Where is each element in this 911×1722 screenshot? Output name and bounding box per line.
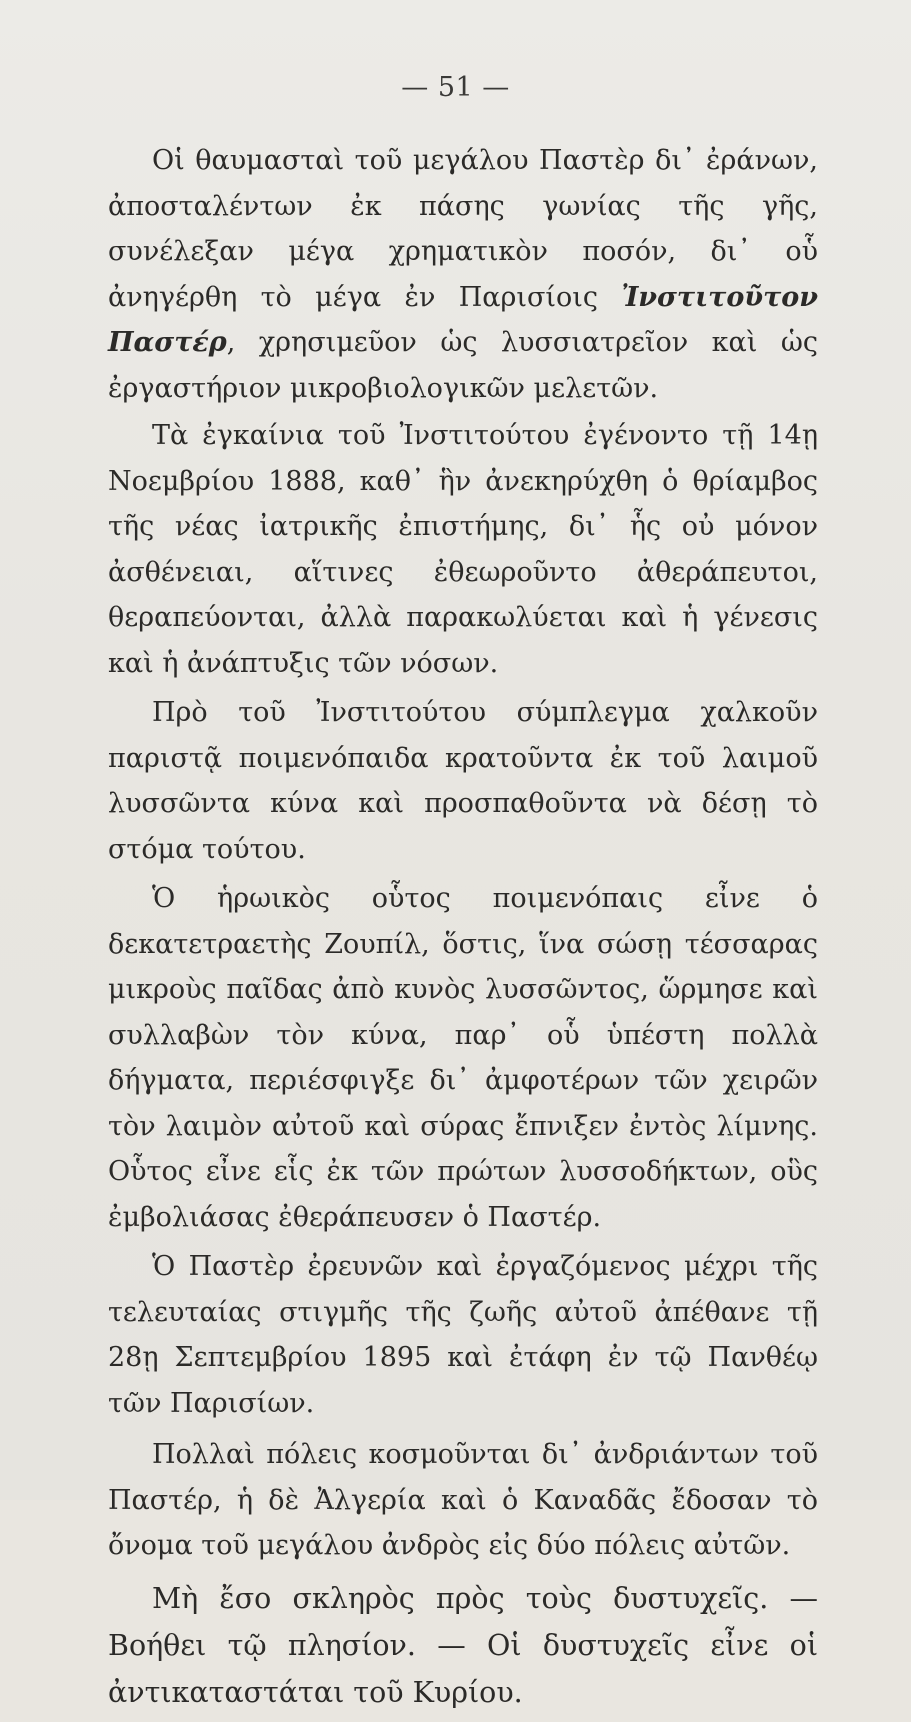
paragraph-text: Οἱ θαυμασταὶ τοῦ μεγάλου Παστὲρ δι᾿ ἐράνων, ἀποσταλέντων ἐκ πάσης γωνίας τῆς γῆς, συνέλεξαν μέγα χρηματικὸν ποσόν, δι᾿ οὗ ἀνηγέρθη τὸ μέγα ἐν Παρισίοις: [108, 145, 818, 313]
paragraph-inauguration: Τὰ ἐγκαίνια τοῦ Ἰνστιτούτου ἐγένοντο τῇ 14ῃ Νοεμβρίου 1888, καθ᾿ ἣν ἀνεκηρύχθη ὁ θρίαμβος τῆς νέας ἰατρικῆς ἐπιστήμης, δι᾿ ἧς οὐ μόνον ἀσθένειαι, αἵτινες ἐθεωροῦντο ἀθεράπευτοι, θεραπεύονται, ἀλλὰ παρακωλύεται καὶ ἡ γένεσις καὶ ἡ ἀνάπτυξις τῶν νόσων.: [108, 420, 818, 679]
paragraph-statues-cities: Πολλαὶ πόλεις κοσμοῦνται δι᾿ ἀνδριάντων τοῦ Παστέρ, ἡ δὲ Ἀλγερία καὶ ὁ Καναδᾶς ἔδοσαν τὸ ὄνομα τοῦ μεγάλου ἀνδρὸς εἰς δύο πόλεις αὐτῶν.: [108, 1439, 818, 1561]
paragraph-moral-maxim: Μὴ ἔσο σκληρὸς πρὸς τοὺς δυστυχεῖς. — Βοήθει τῷ πλησίον. — Οἱ δυστυχεῖς εἶνε οἱ ἀντικαταστάται τοῦ Κυρίου.: [108, 1581, 818, 1709]
paragraph-bronze-statue: Πρὸ τοῦ Ἰνστιτούτου σύμπλεγμα χαλκοῦν παριστᾷ ποιμενόπαιδα κρατοῦντα ἐκ τοῦ λαιμοῦ λυσσῶντα κύνα καὶ προσπαθοῦντα νὰ δέσῃ τὸ στόμα τούτου.: [108, 697, 818, 865]
paragraph-pasteur-death: Ὁ Παστὲρ ἐρευνῶν καὶ ἐργαζόμενος μέχρι τῆς τελευταίας στιγμῆς τῆς ζωῆς αὐτοῦ ἀπέθανε τῇ 28ῃ Σεπτεμβρίου 1895 καὶ ἐτάφη ἐν τῷ Πανθέῳ τῶν Παρισίων.: [108, 1251, 818, 1419]
paragraph-text: , χρησιμεῦον ὡς λυσσιατρεῖον καὶ ὡς ἐργαστήριον μικροβιολογικῶν μελετῶν.: [108, 327, 818, 404]
emphasized-institute-name: Ἰνστιτοῦτον Παστέρ: [108, 281, 818, 358]
paragraph-pasteur-institute-founding: [108, 138, 818, 411]
page-body: [108, 138, 818, 1722]
paragraph-shepherd-boy: Ὁ ἡρωικὸς οὗτος ποιμενόπαις εἶνε ὁ δεκατετραετὴς Ζουπίλ, ὅστις, ἵνα σώσῃ τέσσαρας μικροὺς παῖδας ἀπὸ κυνὸς λυσσῶντος, ὥρμησε καὶ συλλαβὼν τὸν κύνα, παρ᾿ οὗ ὑπέστη πολλὰ δήγματα, περιέσφιγξε δι᾿ ἀμφοτέρων τῶν χειρῶν τὸν λαιμὸν αὐτοῦ καὶ σύρας ἔπνιξεν ἐντὸς λίμνης. Οὗτος εἶνε εἷς ἐκ τῶν πρώτων λυσσοδήκτων, οὓς ἐμβολιάσας ἐθεράπευσεν ὁ Παστέρ.: [108, 883, 818, 1233]
page-number: — 51 —: [401, 72, 510, 103]
